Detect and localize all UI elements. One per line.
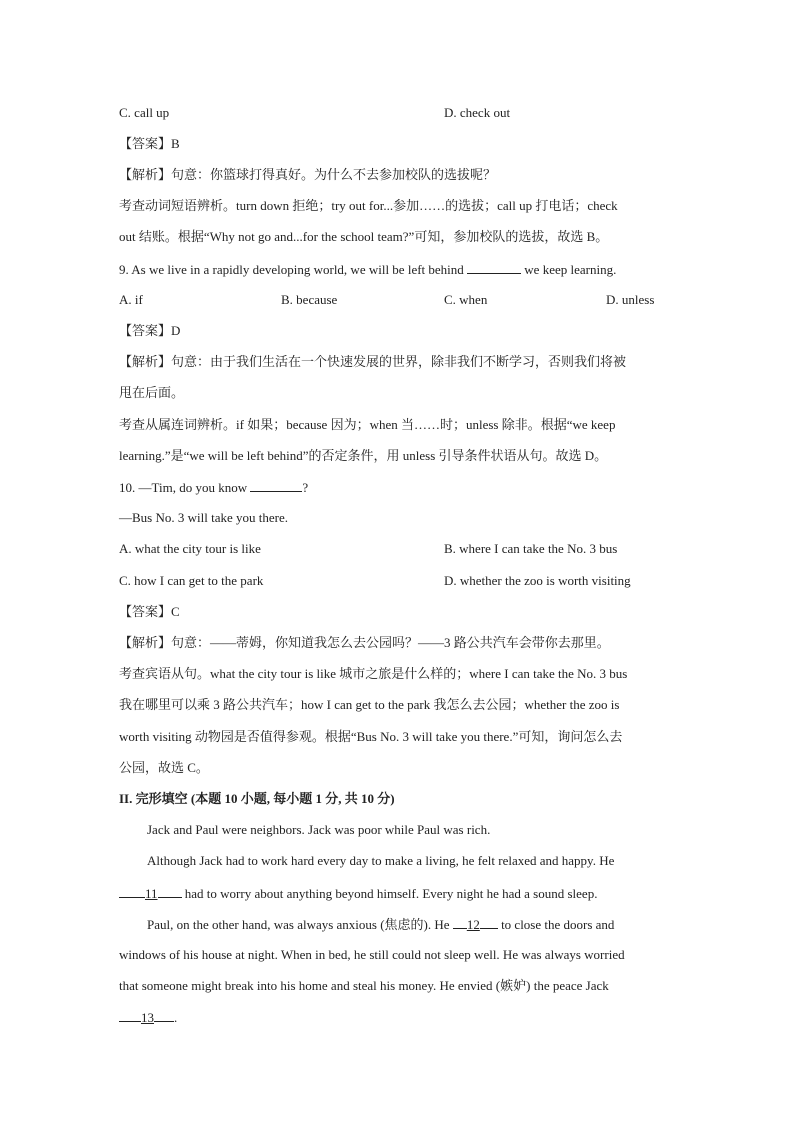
passage-p3-line1 <box>147 915 614 934</box>
q10-reply: —Bus No. 3 will take you there. <box>119 510 288 525</box>
q9-option-b: B. because <box>281 292 338 307</box>
q8-analysis-2: 考查动词短语辨析。turn down 拒绝；try out for...参加……的选拔；call up 打电话；check <box>119 198 618 213</box>
passage-p3-line1-pre: Paul, on the other hand, was always anxious (焦虑的). He <box>147 917 450 932</box>
q10-analysis-5: 公园，故选 C。 <box>119 760 209 775</box>
passage-p2-line2 <box>119 884 597 903</box>
blank-11-lead <box>119 884 145 898</box>
passage-p3-line2: windows of his house at night. When in bed, he still could not sleep well. He was always worried <box>119 947 625 962</box>
q10-answer: 【答案】C <box>119 604 180 619</box>
passage-p1: Jack and Paul were neighbors. Jack was poor while Paul was rich. <box>147 822 491 837</box>
q9-analysis-2: 甩在后面。 <box>119 385 185 400</box>
q10-option-d: D. whether the zoo is worth visiting <box>444 573 631 588</box>
q8-option-d: D. check out <box>444 105 511 120</box>
passage-p3-line1-post: to close the doors and <box>501 917 615 932</box>
passage-p2-line1: Although Jack had to work hard every day to make a living, he felt relaxed and happy. He <box>147 853 615 868</box>
q8-option-c: C. call up <box>119 105 170 120</box>
passage-p2-line2-text: had to worry about anything beyond himself. Every night he had a sound sleep. <box>184 886 598 901</box>
q9-option-c: C. when <box>444 292 488 307</box>
q9-analysis-1: 【解析】句意：由于我们生活在一个快速发展的世界，除非我们不断学习，否则我们将被 <box>119 354 627 369</box>
q9-option-a: A. if <box>119 292 143 307</box>
blank-11-number: 11 <box>145 886 158 901</box>
q10-analysis-4: worth visiting 动物园是否值得参观。根据“Bus No. 3 will take you there.”可知，询问怎么去 <box>119 729 623 744</box>
q10-option-a: A. what the city tour is like <box>119 541 261 556</box>
blank-13-lead <box>119 1008 141 1022</box>
q8-analysis-1: 【解析】句意：你篮球打得真好。为什么不去参加校队的选拔呢？ <box>119 167 497 182</box>
q10-stem <box>119 478 308 497</box>
q9-stem <box>119 260 616 279</box>
q10-analysis-1: 【解析】句意：——蒂姆，你知道我怎么去公园吗？——3 路公共汽车会带你去那里。 <box>119 635 610 650</box>
q10-option-c: C. how I can get to the park <box>119 573 264 588</box>
section-heading: II. 完形填空 (本题 10 小题, 每小题 1 分, 共 10 分) <box>119 791 395 806</box>
passage-p3-line3: that someone might break into his home and steal his money. He envied (嫉妒) the peace Jack <box>119 978 609 993</box>
q10-analysis-2: 考查宾语从句。what the city tour is like 城市之旅是什么样的；where I can take the No. 3 bus <box>119 666 628 681</box>
passage-p3-line4 <box>119 1008 177 1027</box>
q8-answer: 【答案】B <box>119 136 180 151</box>
blank-12-lead <box>453 915 467 929</box>
q10-stem-post: ? <box>302 480 309 495</box>
q9-analysis-4: learning.”是“we will be left behind”的否定条件，用 unless 引导条件状语从句。故选 D。 <box>119 448 608 463</box>
passage-p3-line4-post: . <box>174 1010 178 1025</box>
q9-stem-pre: 9. As we live in a rapidly developing world, we will be left behind <box>119 262 464 277</box>
blank-13-trail <box>154 1008 174 1022</box>
q9-blank <box>467 260 521 274</box>
blank-13-number: 13 <box>141 1010 154 1025</box>
q10-blank <box>250 478 302 492</box>
q9-analysis-3: 考查从属连词辨析。if 如果；because 因为；when 当……时；unless 除非。根据“we keep <box>119 417 616 432</box>
blank-12-number: 12 <box>466 917 480 932</box>
q8-analysis-3: out 结账。根据“Why not go and...for the school team?”可知，参加校队的选拔，故选 B。 <box>119 229 609 244</box>
q10-stem-pre: 10. —Tim, do you know <box>119 480 248 495</box>
blank-12-trail <box>480 915 498 929</box>
blank-11-trail <box>158 884 182 898</box>
q9-answer: 【答案】D <box>119 323 181 338</box>
q9-stem-post: we keep learning. <box>524 262 617 277</box>
q10-analysis-3: 我在哪里可以乘 3 路公共汽车；how I can get to the park 我怎么去公园；whether the zoo is <box>119 697 620 712</box>
q10-option-b: B. where I can take the No. 3 bus <box>444 541 618 556</box>
q9-option-d: D. unless <box>606 292 655 307</box>
